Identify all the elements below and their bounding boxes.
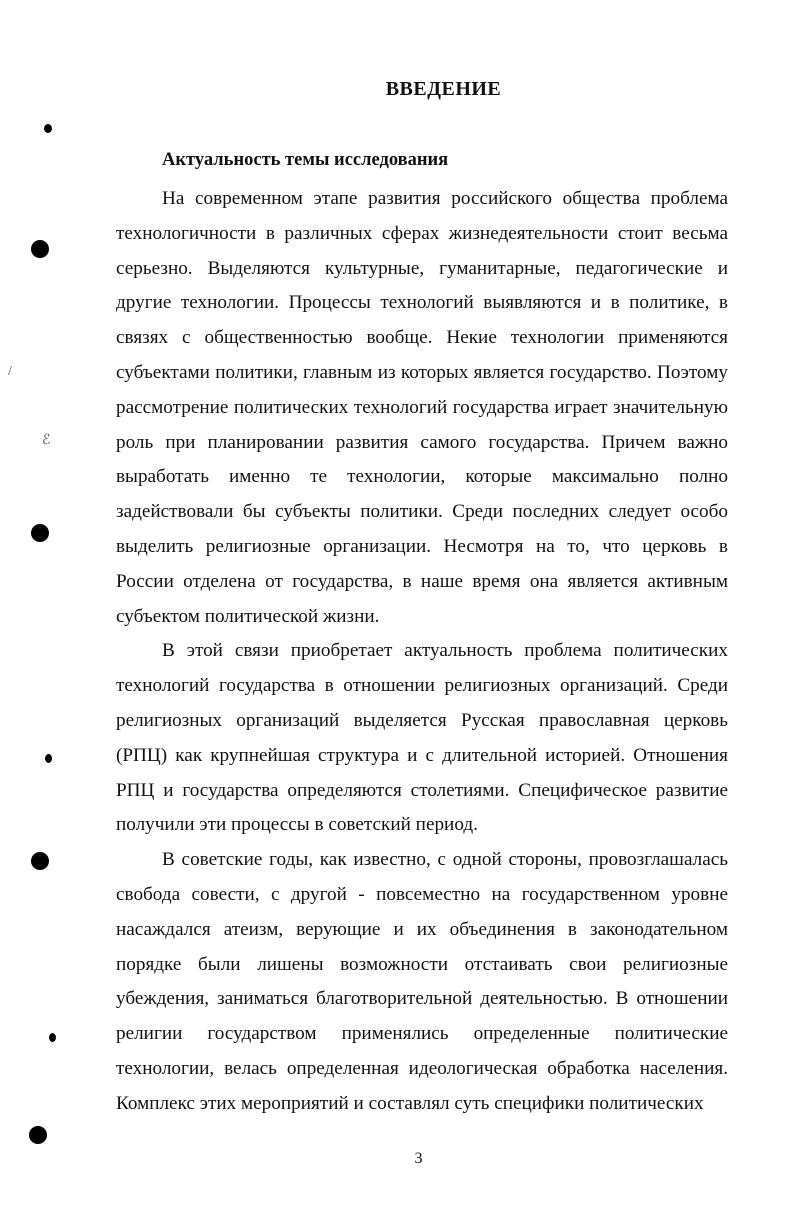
paragraph: На современном этапе развития российского общества проблема технологичности в различных сферах жизнедеятельности стоит весьма серьезно. Выделяются культурные, гуманитарные, педагогические и другие технологии. Процессы технологий выявляются и в политике, в связях с общественностью вообще. Некие технологии применяются субъектами политики, главным из которых является государство. Поэтому рассмотрение политических технологий государства играет значительную роль при планировании развития самого государства. Причем важно выработать именно те технологии, которые максимально полно задействовали бы субъекты политики. Среди последних следует особо выделить религиозные организации. Несмотря на то, что церковь в России отделена от государства, в наше время она является активным субъектом политической жизни. — [116, 188, 728, 627]
section-heading: Актуальность темы исследования — [162, 150, 449, 170]
page-title: ВВЕДЕНИЕ — [385, 78, 502, 100]
binder-hole-mark — [49, 1033, 56, 1042]
binder-hole — [31, 240, 49, 258]
body-text — [116, 182, 728, 1122]
binder-hole — [31, 852, 49, 870]
binder-hole-mark — [44, 124, 52, 133]
paragraph: В этой связи приобретает актуальность проблема политических технологий государства в отношении религиозных организаций. Среди религиозных организаций выделяется Русская православная церковь (РПЦ) как крупнейшая структура и с длительной историей. Отношения РПЦ и государства определяются столетиями. Специфическое развитие получили эти процессы в советский период. — [116, 640, 728, 836]
scan-artifact: / — [8, 364, 12, 379]
paragraph: В советские годы, как известно, с одной стороны, провозглашалась свобода совести, с другой - повсеместно на государственном уровне насаждался атеизм, верующие и их объединения в законодательном порядке были лишены возможности отстаивать свои религиозные убеждения, заниматься благотворительной деятельностью. В отношении религии государством применялись определенные политические технологии, велась определенная идеологическая обработка населения. Комплекс этих мероприятий и составлял суть специфики политических — [116, 849, 728, 1114]
binder-hole — [29, 1126, 47, 1144]
binder-hole — [31, 524, 49, 542]
binder-hole-mark — [45, 754, 52, 763]
scan-artifact: ℰ — [42, 433, 51, 448]
page-number: 3 — [414, 1150, 423, 1167]
